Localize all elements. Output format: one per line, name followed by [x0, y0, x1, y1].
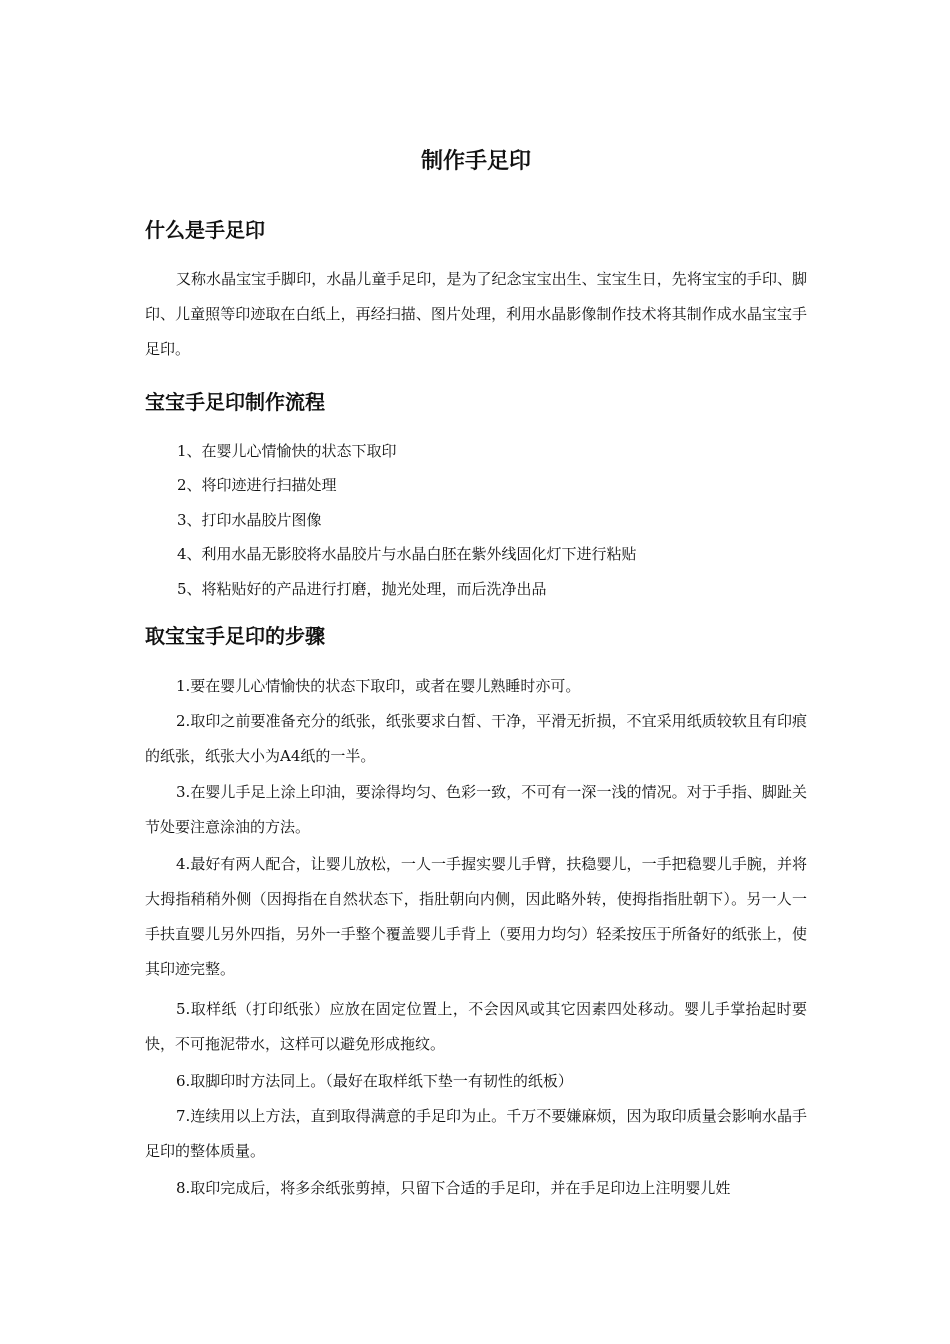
process-step-1: 1、在婴儿心情愉快的状态下取印 — [177, 442, 397, 460]
step-paragraph-8: 8.取印完成后，将多余纸张剪掉，只留下合适的手足印，并在手足印边上注明婴儿姓 — [176, 1179, 731, 1197]
step-paragraph-5: 5.取样纸（打印纸张）应放在固定位置上，不会因风或其它因素四处移动。婴儿手掌抬起时要快，不可拖泥带水，这样可以避免形成拖纹。 — [145, 1000, 807, 1053]
process-step-3: 3、打印水晶胶片图像 — [177, 511, 322, 529]
step-paragraph-2: 2.取印之前要准备充分的纸张，纸张要求白皙、干净，平滑无折损，不宜采用纸质较软且有印痕的纸张，纸张大小为A4纸的一半。 — [145, 712, 807, 765]
step-paragraph-7: 7.连续用以上方法，直到取得满意的手足印为止。千万不要嫌麻烦，因为取印质量会影响水晶手足印的整体质量。 — [145, 1107, 807, 1160]
process-step-2: 2、将印迹进行扫描处理 — [177, 476, 337, 494]
section-heading-steps: 取宝宝手足印的步骤 — [145, 624, 325, 648]
section-heading-process: 宝宝手足印制作流程 — [145, 390, 325, 414]
process-step-4: 4、利用水晶无影胶将水晶胶片与水晶白胚在紫外线固化灯下进行粘贴 — [177, 545, 637, 563]
step-paragraph-1: 1.要在婴儿心情愉快的状态下取印，或者在婴儿熟睡时亦可。 — [176, 677, 581, 695]
section-paragraph-what-is: 又称水晶宝宝手脚印，水晶儿童手足印，是为了纪念宝宝出生、宝宝生日，先将宝宝的手印、脚印、儿童照等印迹取在白纸上，再经扫描、图片处理，利用水晶影像制作技术将其制作成水晶宝宝手足印。 — [145, 270, 807, 358]
process-step-5: 5、将粘贴好的产品进行打磨，抛光处理，而后洗净出品 — [177, 580, 547, 598]
document-title: 制作手足印 — [420, 149, 531, 174]
section-heading-what-is: 什么是手足印 — [145, 218, 265, 242]
step-paragraph-6: 6.取脚印时方法同上。（最好在取样纸下垫一有韧性的纸板） — [176, 1072, 573, 1090]
step-paragraph-3: 3.在婴儿手足上涂上印油，要涂得均匀、色彩一致，不可有一深一浅的情况。对于手指、脚趾关节处要注意涂油的方法。 — [145, 783, 807, 836]
step-paragraph-4: 4.最好有两人配合，让婴儿放松，一人一手握实婴儿手臂，扶稳婴儿，一手把稳婴儿手腕，并将大拇指稍稍外侧（因拇指在自然状态下，指肚朝向内侧，因此略外转，使拇指指肚朝下）。另一人一手扶直婴儿另外四指，另外一手整个覆盖婴儿手背上（要用力均匀）轻柔按压于所备好的纸张上，使其印迹完整。 — [145, 855, 807, 978]
